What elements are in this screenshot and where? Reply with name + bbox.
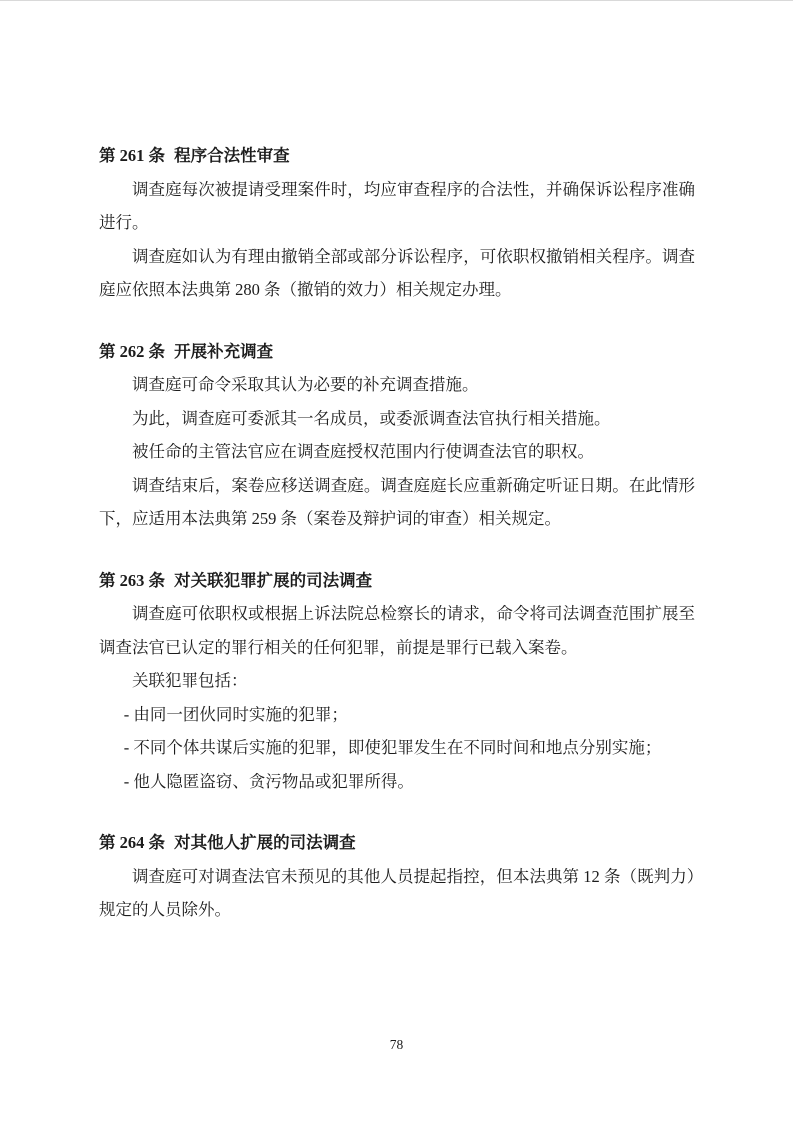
article-heading — [99, 139, 695, 173]
article-paragraph: 调查庭如认为有理由撤销全部或部分诉讼程序，可依职权撤销相关程序。调查庭应依照本法典第 280 条（撤销的效力）相关规定办理。 — [99, 246, 695, 299]
article-title: 对其他人扩展的司法调查 — [174, 833, 356, 852]
article-261 — [99, 139, 695, 307]
page-number: 78 — [389, 1037, 404, 1052]
article-paragraph: 调查庭可对调查法官未预见的其他人员提起指控，但本法典第 12 条（既判力）规定的人员除外。 — [99, 866, 695, 919]
article-heading — [99, 826, 695, 860]
article-number: 第 264 条 — [99, 833, 165, 852]
article-paragraph: 调查庭每次被提请受理案件时，均应审查程序的合法性，并确保诉讼程序准确进行。 — [99, 179, 695, 232]
article-264 — [99, 826, 695, 927]
article-number: 第 262 条 — [99, 341, 165, 361]
article-paragraph: 关联犯罪包括： — [132, 671, 248, 690]
page-footer — [0, 1036, 793, 1054]
article-number: 第 263 条 — [99, 570, 165, 590]
article-heading — [99, 564, 695, 598]
article-paragraph: 调查庭可依职权或根据上诉法院总检察长的请求，命令将司法调查范围扩展至调查法官已认定的罪行相关的任何犯罪，前提是罪行已载入案卷。 — [99, 604, 695, 657]
article-paragraph: 被任命的主管法官应在调查庭授权范围内行使调查法官的职权。 — [132, 442, 594, 461]
article-list-item: - 由同一团伙同时实施的犯罪； — [123, 704, 348, 724]
page-top-edge — [0, 0, 793, 1]
article-title: 对关联犯罪扩展的司法调查 — [174, 570, 373, 590]
article-263 — [99, 564, 695, 799]
article-number: 第 261 条 — [99, 146, 165, 165]
article-title: 开展补充调查 — [174, 341, 274, 361]
article-heading — [99, 335, 695, 369]
article-list-item: - 他人隐匿盗窃、贪污物品或犯罪所得。 — [123, 771, 414, 791]
article-paragraph: 调查结束后，案卷应移送调查庭。调查庭庭长应重新确定听证日期。在此情形下，应适用本法典第 259 条（案卷及辩护词的审查）相关规定。 — [99, 475, 695, 528]
article-262 — [99, 335, 695, 536]
article-list-item: - 不同个体共谋后实施的犯罪，即使犯罪发生在不同时间和地点分别实施； — [123, 738, 662, 757]
article-title: 程序合法性审查 — [174, 146, 290, 165]
document-content — [99, 139, 695, 927]
article-paragraph: 调查庭可命令采取其认为必要的补充调查措施。 — [132, 375, 479, 394]
article-paragraph: 为此，调查庭可委派其一名成员，或委派调查法官执行相关措施。 — [132, 408, 611, 428]
